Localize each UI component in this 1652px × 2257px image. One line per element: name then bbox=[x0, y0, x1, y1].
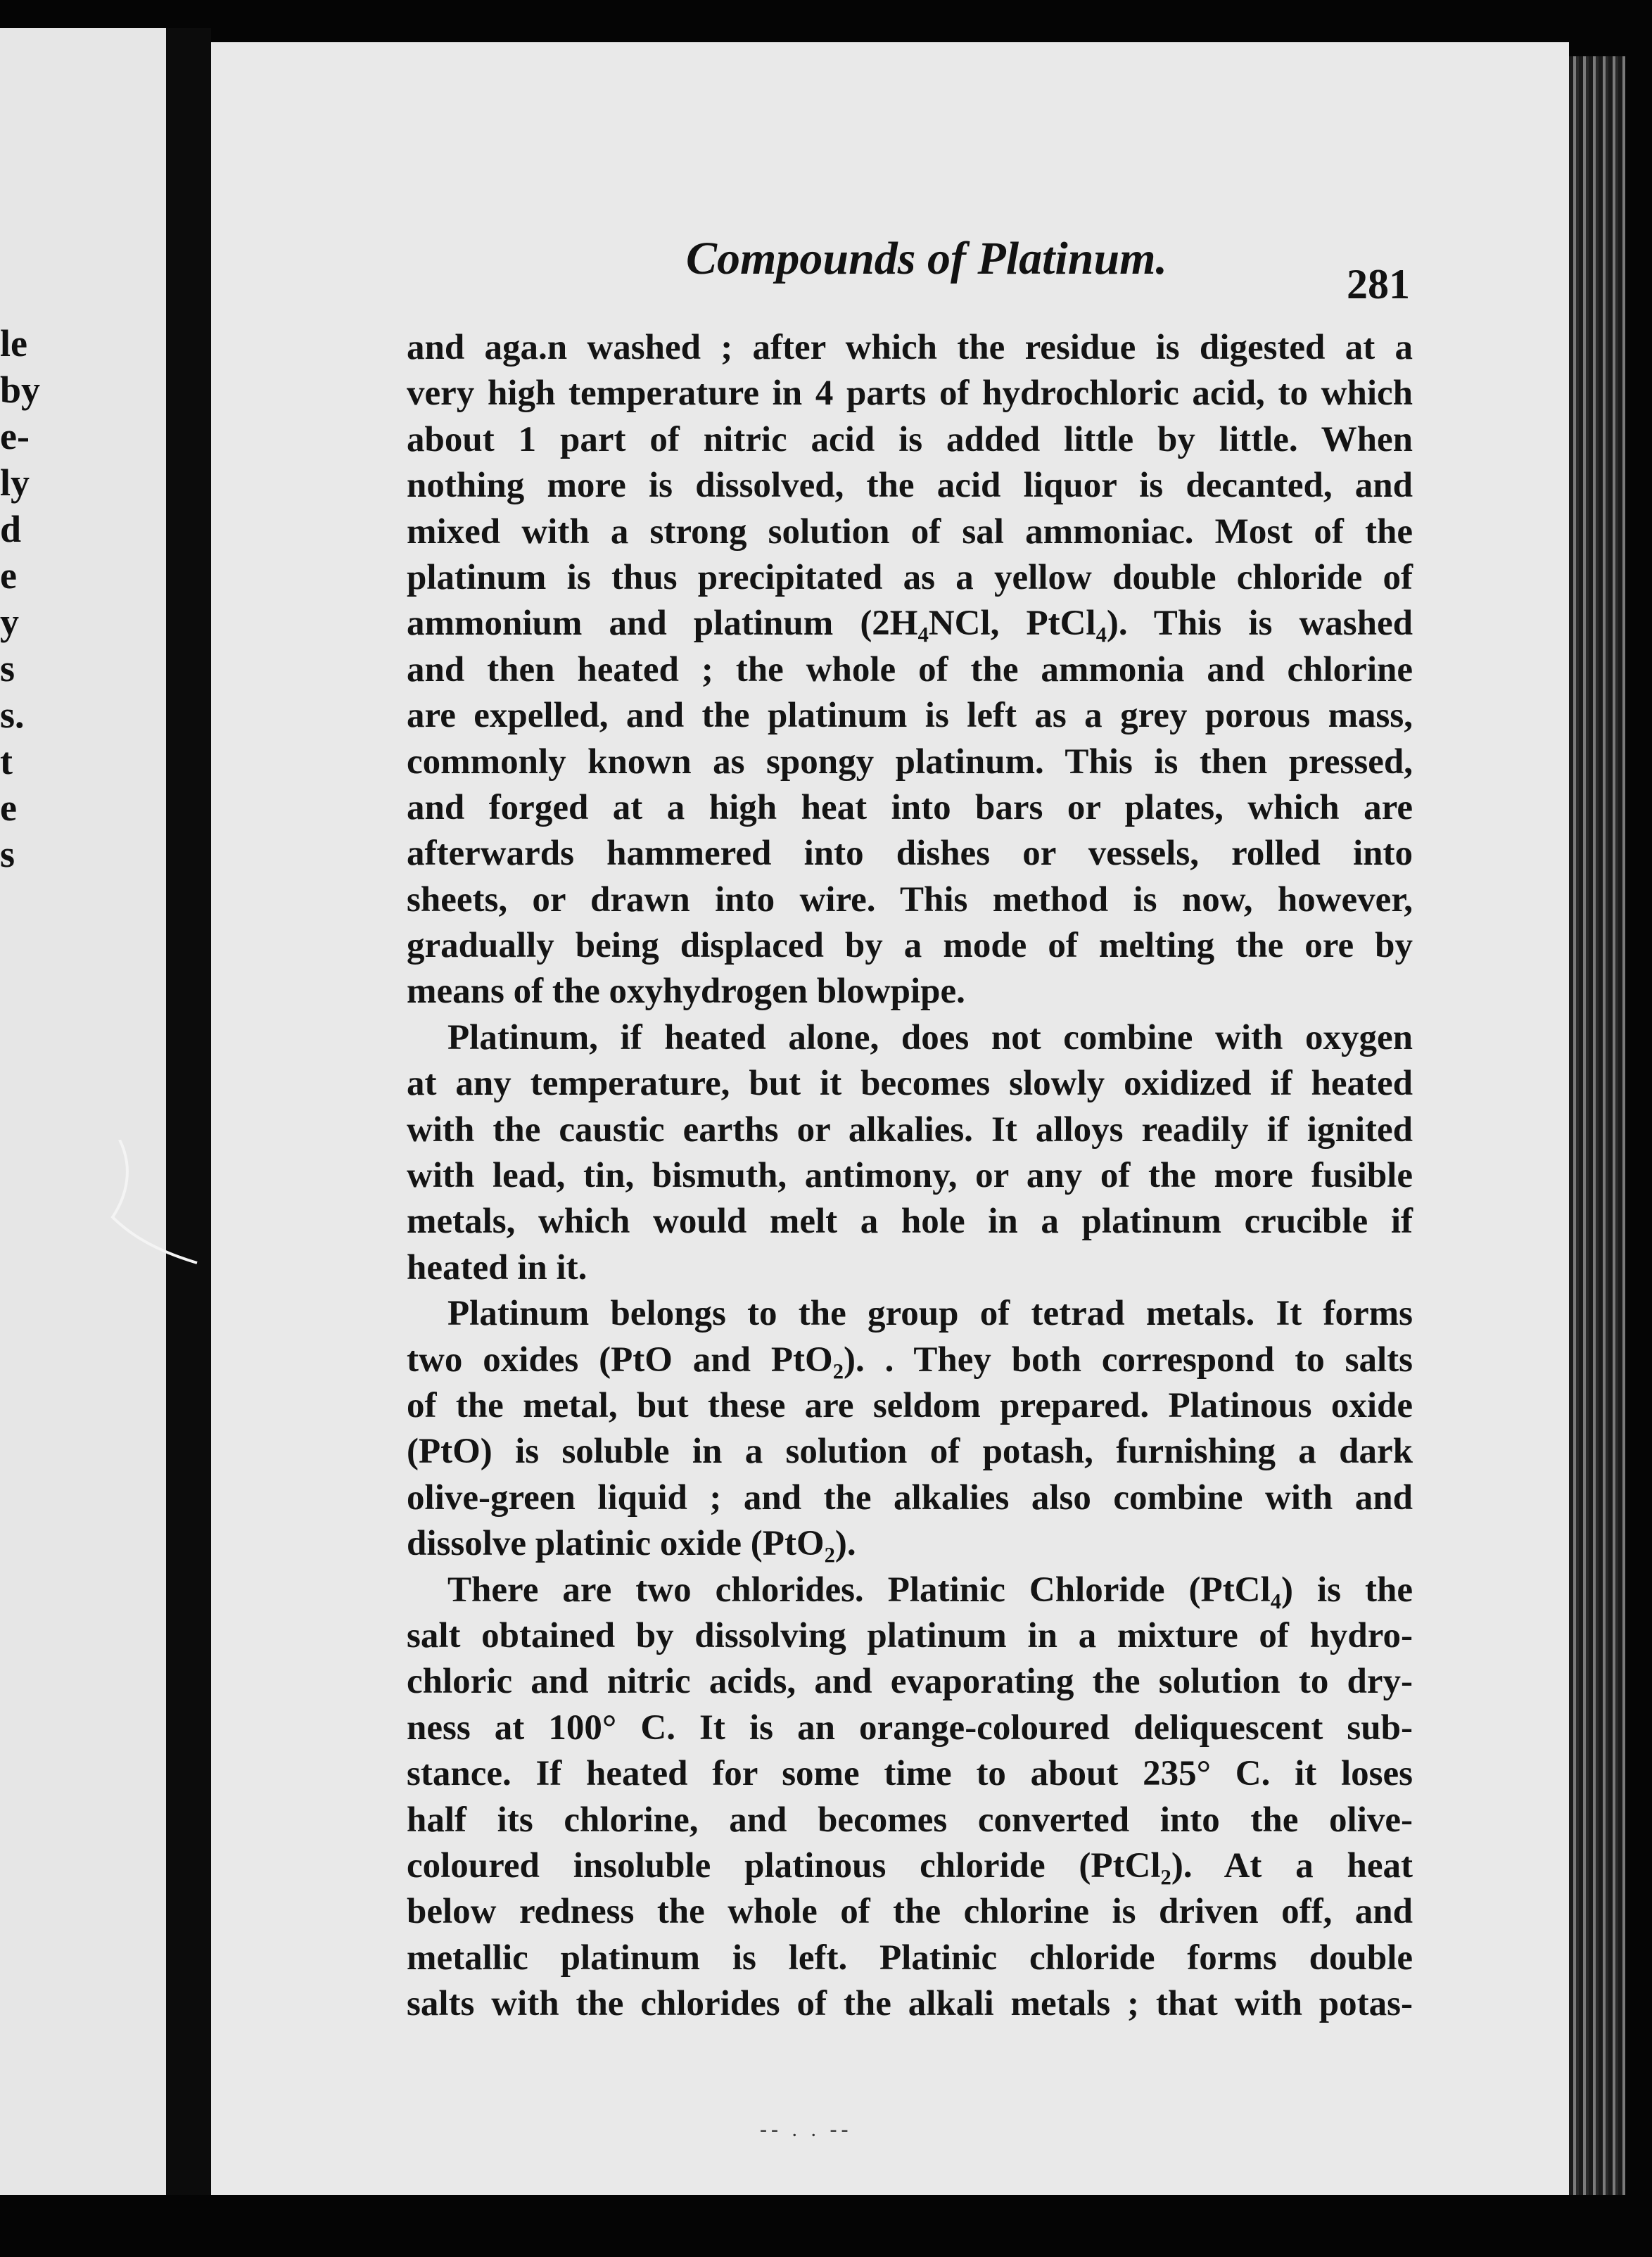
previous-page-fragment: d bbox=[0, 508, 22, 550]
text-line: platinum is thus precipitated as a yellow double chloride of bbox=[407, 557, 1413, 597]
footer-marks: -- . . -- bbox=[760, 2118, 853, 2141]
text-line: afterwards hammered into dishes or vessels, rolled into bbox=[407, 834, 1413, 874]
previous-page-fragment: s bbox=[0, 647, 15, 689]
text-line: with lead, tin, bismuth, antimony, or any of the more fusible bbox=[407, 1156, 1413, 1196]
previous-page-fragment: e bbox=[0, 787, 17, 829]
text-line: olive-green liquid ; and the alkalies also combine with and bbox=[407, 1477, 1413, 1518]
text-line: of the metal, but these are seldom prepared. Platinous oxide bbox=[407, 1385, 1413, 1425]
text-line: very high temperature in 4 parts of hydrochloric acid, to which bbox=[407, 374, 1413, 414]
text-line: with the caustic earths or alkalies. It alloys readily if ignited bbox=[407, 1110, 1413, 1150]
previous-page-fragment: t bbox=[0, 740, 13, 782]
text-line: Platinum, if heated alone, does not combine with oxygen bbox=[447, 1017, 1413, 1057]
text-line: There are two chlorides. Platinic Chloride (PtCl₄) is the bbox=[447, 1570, 1413, 1610]
previous-page-fragment: s bbox=[0, 833, 15, 875]
text-line: are expelled, and the platinum is left as a grey porous mass, bbox=[407, 696, 1413, 736]
text-line: means of the oxyhydrogen blowpipe. bbox=[407, 972, 965, 1012]
previous-page-fragment: s. bbox=[0, 694, 25, 736]
text-line: metals, which would melt a hole in a platinum crucible if bbox=[407, 1202, 1413, 1242]
previous-page-fragment: by bbox=[0, 369, 41, 411]
previous-page-fragment: le bbox=[0, 322, 27, 364]
text-line: ness at 100° C. It is an orange-coloured deliquescent sub- bbox=[407, 1708, 1413, 1748]
text-line: commonly known as spongy platinum. This is then pressed, bbox=[407, 742, 1413, 782]
body-text bbox=[407, 325, 1413, 2027]
text-line: ammonium and platinum (2H₄NCl, PtCl₄). This is washed bbox=[407, 604, 1413, 644]
running-head: Compounds of Platinum. bbox=[686, 233, 1168, 284]
text-line: half its chlorine, and becomes converted into the olive- bbox=[407, 1800, 1413, 1840]
text-line: salt obtained by dissolving platinum in a mixture of hydro- bbox=[407, 1615, 1413, 1655]
text-line: mixed with a strong solution of sal ammoniac. Most of the bbox=[407, 511, 1413, 552]
text-line: sheets, or drawn into wire. This method is now, however, bbox=[407, 879, 1413, 920]
text-line: (PtO) is soluble in a solution of potash, furnishing a dark bbox=[407, 1432, 1413, 1472]
text-line: stance. If heated for some time to about 235° C. it loses bbox=[407, 1754, 1413, 1794]
stray-pencil-mark bbox=[106, 1140, 204, 1266]
previous-page-fragment: ly bbox=[0, 462, 30, 504]
text-line: and aga.n washed ; after which the residue is digested at a bbox=[407, 328, 1413, 367]
text-line: coloured insoluble platinous chloride (PtCl₂). At a heat bbox=[407, 1845, 1413, 1886]
text-line: about 1 part of nitric acid is added little by little. When bbox=[407, 419, 1413, 459]
text-line: chloric and nitric acids, and evaporating the solution to dry- bbox=[407, 1662, 1413, 1702]
text-line: and forged at a high heat into bars or plates, which are bbox=[407, 787, 1413, 827]
text-line: metallic platinum is left. Platinic chloride forms double bbox=[407, 1938, 1413, 1978]
previous-page-fragment: e bbox=[0, 554, 17, 597]
text-line: below redness the whole of the chlorine is driven off, and bbox=[407, 1892, 1413, 1932]
text-line: gradually being displaced by a mode of melting the ore by bbox=[407, 926, 1413, 966]
text-line: two oxides (PtO and PtO₂). . They both correspond to salts bbox=[407, 1340, 1413, 1380]
previous-page-fragment: y bbox=[0, 601, 19, 643]
text-line: heated in it. bbox=[407, 1247, 587, 1288]
text-line: nothing more is dissolved, the acid liquor is decanted, and bbox=[407, 466, 1413, 506]
previous-page-fragment: e- bbox=[0, 415, 30, 457]
text-line: Platinum belongs to the group of tetrad metals. It forms bbox=[447, 1294, 1413, 1334]
book-gutter bbox=[166, 28, 211, 2195]
text-line: dissolve platinic oxide (PtO₂). bbox=[407, 1524, 856, 1564]
previous-page bbox=[0, 28, 166, 2195]
text-line: at any temperature, but it becomes slowly oxidized if heated bbox=[407, 1064, 1413, 1104]
text-line: salts with the chlorides of the alkali metals ; that with potas- bbox=[407, 1984, 1413, 2024]
previous-page-text-fragments bbox=[0, 320, 42, 877]
page-number: 281 bbox=[1347, 261, 1410, 307]
page-edges bbox=[1569, 56, 1625, 2195]
text-line: and then heated ; the whole of the ammonia and chlorine bbox=[407, 649, 1413, 689]
